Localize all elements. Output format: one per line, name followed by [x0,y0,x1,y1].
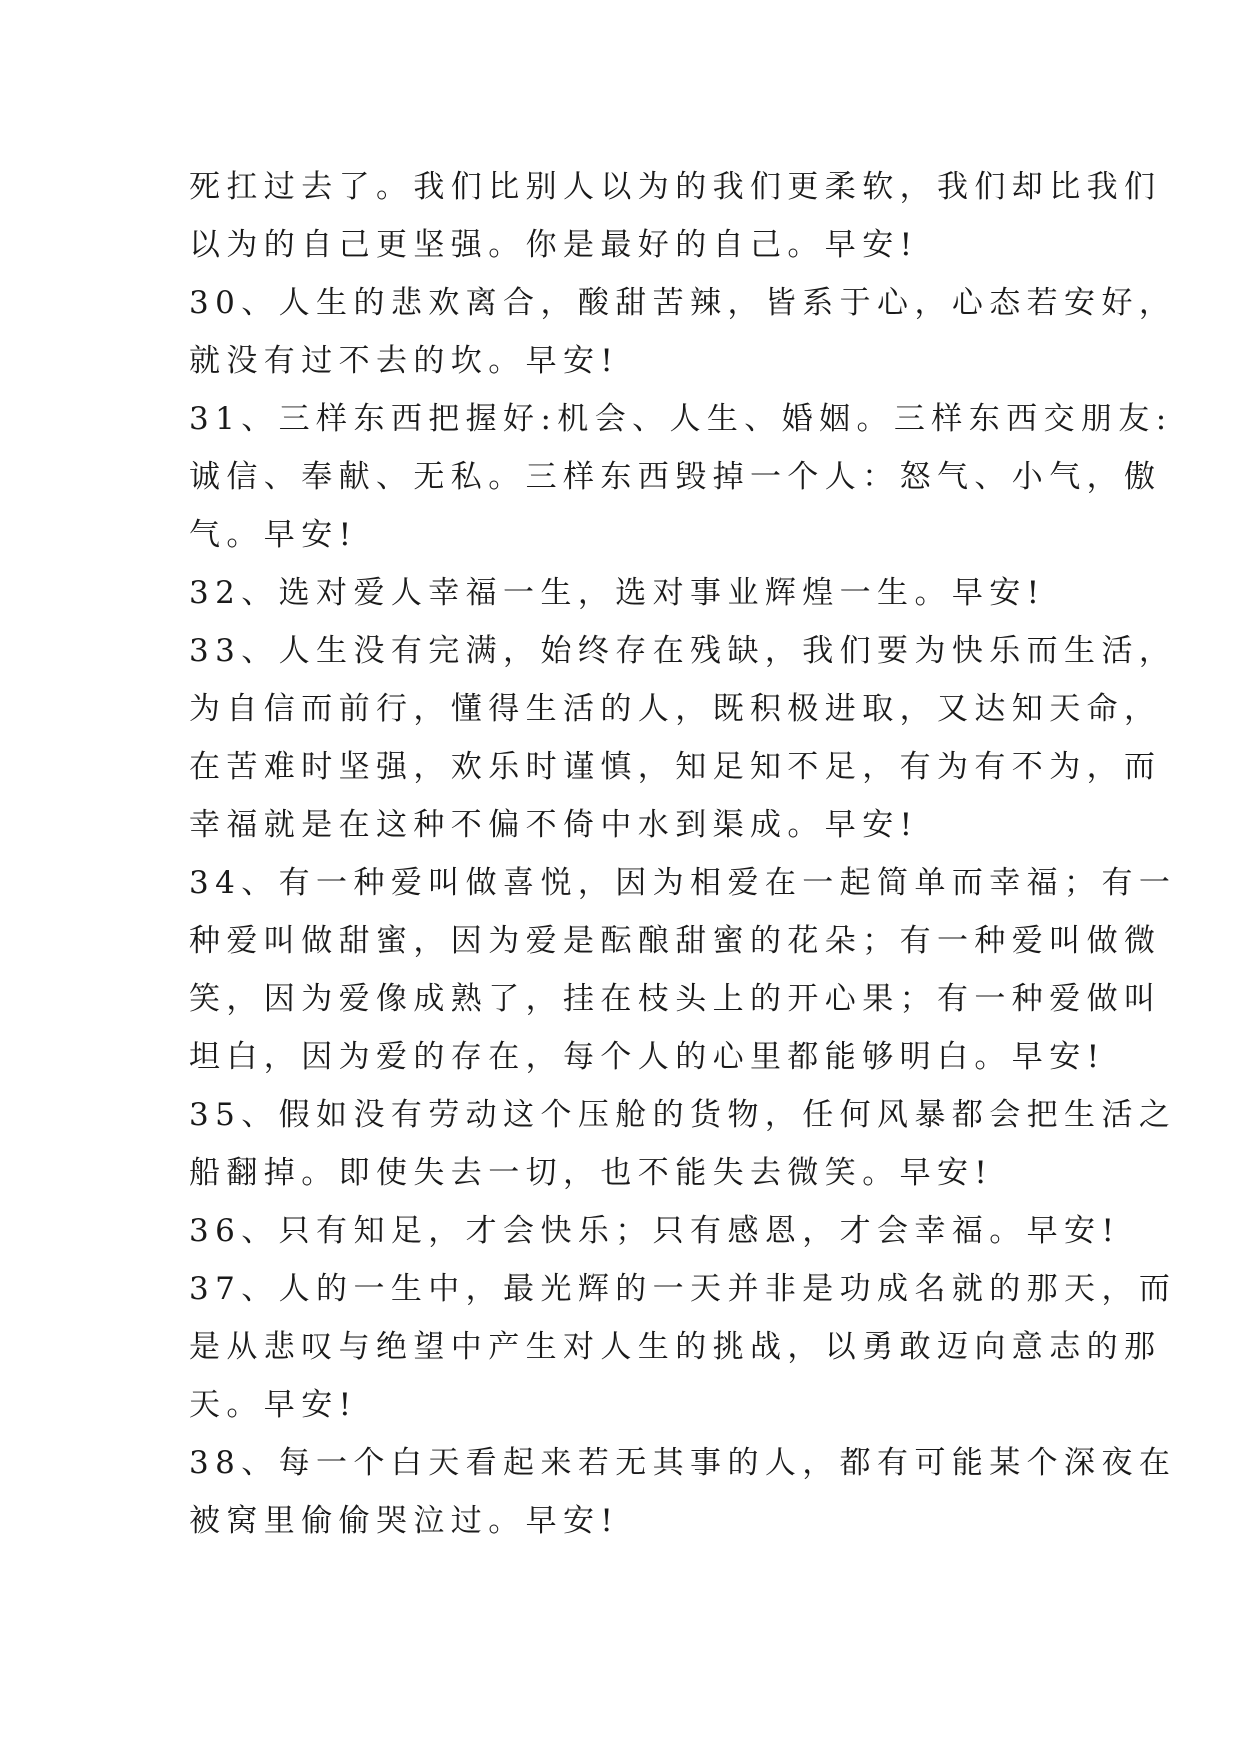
text-line: 34、有一种爱叫做喜悦，因为相爱在一起简单而幸福；有一 [189,865,1177,901]
text-line: 31、三样东西把握好:机会、人生、婚姻。三样东西交朋友: [189,401,1173,437]
text-line: 死扛过去了。我们比别人以为的我们更柔软，我们却比我们 [189,169,1162,205]
text-line: 幸福就是在这种不偏不倚中水到渠成。早安! [189,807,919,843]
document-body [189,158,1177,1550]
text-line: 36、只有知足，才会快乐；只有感恩，才会幸福。早安! [189,1213,1121,1249]
text-line: 诚信、奉献、无私。三样东西毁掉一个人：怒气、小气，傲 [189,459,1162,495]
text-line: 就没有过不去的坎。早安! [189,343,620,379]
text-line: 被窝里偷偷哭泣过。早安! [189,1503,620,1539]
text-line: 种爱叫做甜蜜，因为爱是酝酿甜蜜的花朵；有一种爱叫做微 [189,923,1162,959]
text-line: 笑，因为爱像成熟了，挂在枝头上的开心果；有一种爱做叫 [189,981,1162,1017]
text-line: 32、选对爱人幸福一生，选对事业辉煌一生。早安! [189,575,1046,611]
text-line: 以为的自己更坚强。你是最好的自己。早安! [189,227,919,263]
text-line: 气。早安! [189,517,358,553]
text-line: 33、人生没有完满，始终存在残缺，我们要为快乐而生活， [189,633,1177,669]
text-line: 35、假如没有劳动这个压舱的货物，任何风暴都会把生活之 [189,1097,1177,1133]
text-line: 30、人生的悲欢离合，酸甜苦辣，皆系于心，心态若安好， [189,285,1177,321]
text-line: 天。早安! [189,1387,358,1423]
text-line: 38、每一个白天看起来若无其事的人，都有可能某个深夜在 [189,1445,1177,1481]
text-line: 37、人的一生中，最光辉的一天并非是功成名就的那天，而 [189,1271,1177,1307]
text-line: 是从悲叹与绝望中产生对人生的挑战，以勇敢迈向意志的那 [189,1329,1162,1365]
text-line: 在苦难时坚强，欢乐时谨慎，知足知不足，有为有不为，而 [189,749,1162,785]
text-line: 坦白，因为爱的存在，每个人的心里都能够明白。早安! [189,1039,1106,1075]
text-line: 船翻掉。即使失去一切，也不能失去微笑。早安! [189,1155,994,1191]
text-line: 为自信而前行，懂得生活的人，既积极进取，又达知天命， [189,691,1162,727]
